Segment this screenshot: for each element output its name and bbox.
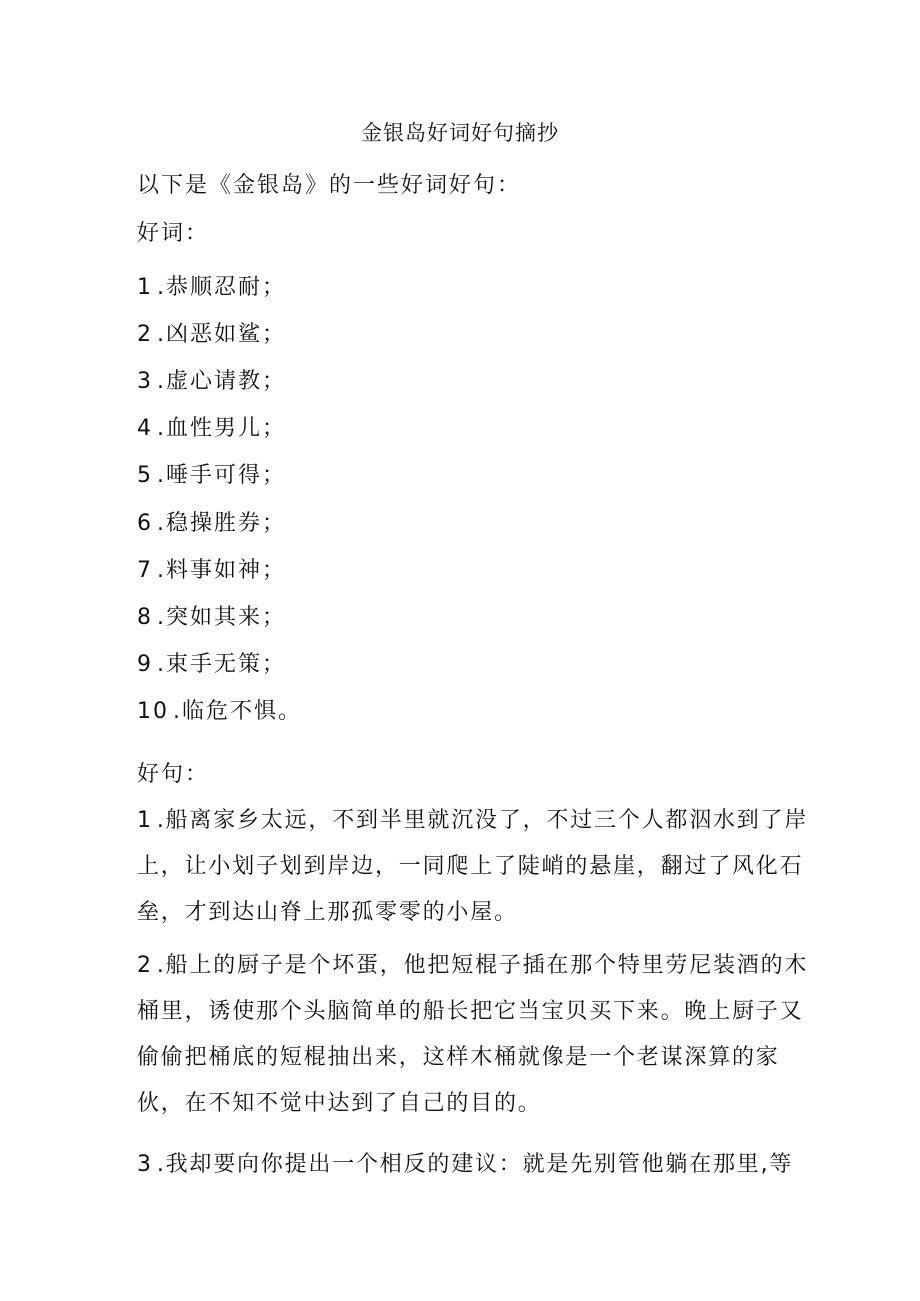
word-number: 8 xyxy=(137,605,153,630)
word-item xyxy=(137,411,286,442)
sentence-text: .船上的厨子是个坏蛋，他把短棍子插在那个特里劳尼装酒的木桶里，诱使那个头脑简单的船长把它当宝贝买下来。晚上厨子又偷偷把桶底的短棍抽出来，这样木桶就像是一个老谋深算的家伙，在不知不觉中达到了自己的目的。 xyxy=(137,953,809,1116)
sentence-number: 3 xyxy=(137,1152,153,1177)
intro-text: 以下是《金银岛》的一些好词好句： xyxy=(137,173,522,198)
word-text: .稳操胜券； xyxy=(157,511,286,536)
word-item xyxy=(137,506,286,537)
sentence-number: 1 xyxy=(137,808,153,833)
words-heading: 好词： xyxy=(137,221,210,246)
word-text: .突如其来； xyxy=(157,605,286,630)
word-item xyxy=(137,694,302,725)
word-text: .唾手可得； xyxy=(157,463,286,488)
word-text: .束手无策； xyxy=(157,652,286,677)
word-item xyxy=(137,364,286,395)
sentence-item xyxy=(137,798,809,936)
word-number: 4 xyxy=(137,416,153,441)
word-item xyxy=(137,317,286,348)
word-number: 5 xyxy=(137,463,153,488)
word-text: .血性男儿； xyxy=(157,416,286,441)
word-item xyxy=(137,647,286,678)
word-text: .恭顺忍耐； xyxy=(157,275,286,300)
word-text: .料事如神； xyxy=(157,558,286,583)
sentence-number: 2 xyxy=(137,953,153,978)
word-number: 1 xyxy=(137,275,153,300)
word-text: .虚心请教； xyxy=(157,369,286,394)
word-number: 10 xyxy=(137,699,169,724)
word-number: 6 xyxy=(137,511,153,536)
word-text: .凶恶如鲨； xyxy=(157,322,286,347)
word-item xyxy=(137,553,286,584)
word-text: .临危不惧。 xyxy=(173,699,302,724)
sentence-text: .船离家乡太远，不到半里就沉没了，不过三个人都泅水到了岸上，让小划子划到岸边，一同爬上了陡峭的悬崖，翻过了风化石垒，才到达山脊上那孤零零的小屋。 xyxy=(137,808,809,925)
word-number: 9 xyxy=(137,652,153,677)
sentence-item xyxy=(137,1142,809,1188)
document-title: 金银岛好词好句摘抄 xyxy=(361,121,559,145)
word-number: 7 xyxy=(137,558,153,583)
sentence-text: .我却要向你提出一个相反的建议：就是先别管他躺在那里,等 xyxy=(156,1152,794,1177)
word-item xyxy=(137,600,286,631)
word-number: 3 xyxy=(137,369,153,394)
word-number: 2 xyxy=(137,322,153,347)
sentences-heading: 好句： xyxy=(137,762,210,787)
sentence-item xyxy=(137,943,809,1127)
word-item xyxy=(137,458,286,489)
word-item xyxy=(137,270,286,301)
